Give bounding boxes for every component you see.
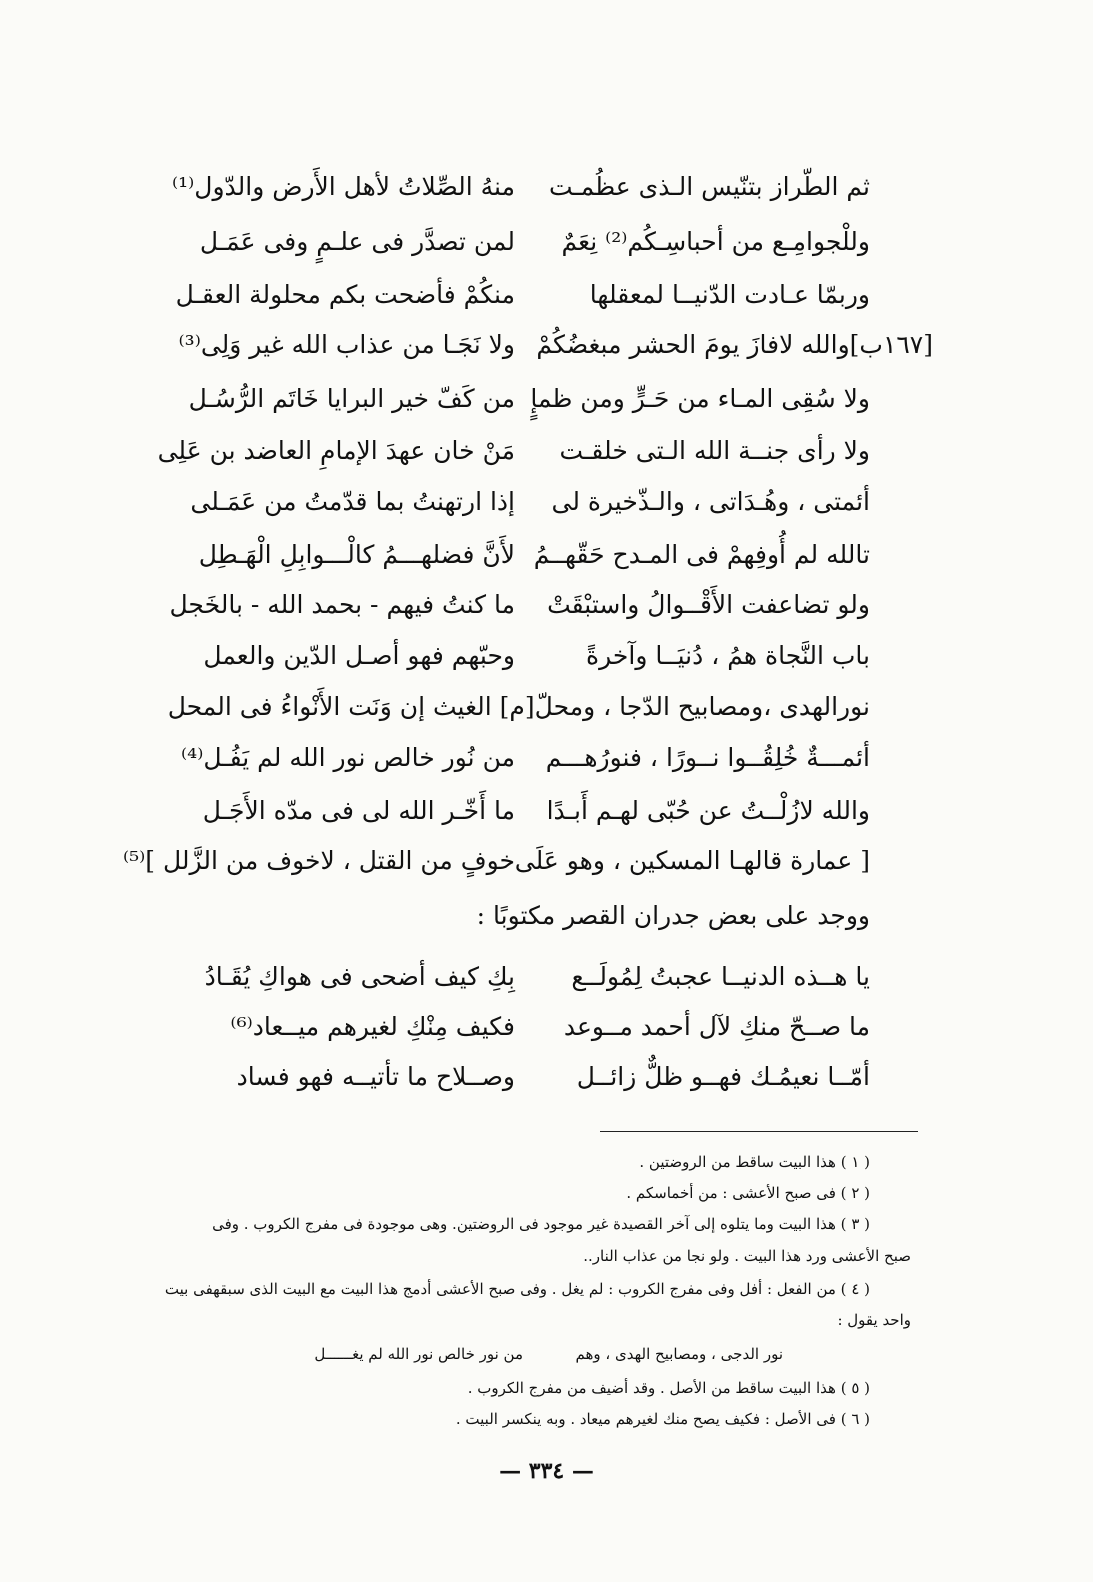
footnote: ( ٣ ) هذا البيت وما يتلوه إلى آخر القصيدة غير موجود فى الروضتين. وهى موجودة فى مفرج الكروب . وفى <box>212 1215 870 1233</box>
verse-second-hemistich: منكُمْ فأضحت بكم محلولة العقـل <box>175 280 515 309</box>
footnote-verse-second-hemistich: من نور خالص نور الله لم يغــــــل <box>314 1345 523 1363</box>
footnote-verse-first-hemistich: نور الدجى ، ومصابيح الهدى ، وهم <box>575 1345 783 1363</box>
footnote: ( ٥ ) هذا البيت ساقط من الأصل . وقد أضيف من مفرج الكروب . <box>467 1379 870 1397</box>
verse-second-hemistich: خوفٍ من القتل ، لاخوف من الزَّلل ]⁽⁵⁾ <box>122 846 515 875</box>
verse-first-hemistich: باب النَّجاة همُ ، دُنيَــا وآخرةً <box>586 641 870 670</box>
verse-second-hemistich: من نُور خالص نور الله لم يَفُـل⁽⁴⁾ <box>181 743 515 772</box>
footnote: ( ٢ ) فى صبح الأعشى : من أخماسكم . <box>626 1184 870 1202</box>
verse-first-hemistich: أئمتى ، وهُـدَاتى ، والـذّخيرة لى <box>551 487 870 516</box>
verse-first-hemistich: وربمّا عـادت الدّنيــا لمعقلها <box>589 280 870 309</box>
verse-second-hemistich: ما كنتُ فيهم - بحمد الله - بالخَجل <box>169 590 515 619</box>
footnote: ( ٦ ) فى الأصل : فكيف يصح منك لغيرهم ميعاد . وبه ينكسر البيت . <box>455 1410 870 1428</box>
footnote-continuation: واحد يقول : <box>837 1311 911 1329</box>
verse-first-hemistich: ولا سُقِى المـاء من حَـرٍّ ومن ظمإٍ <box>530 384 870 413</box>
verse-second-hemistich: منهُ الصِّلاتُ لأهل الأَرض والدّول⁽¹⁾ <box>171 172 515 201</box>
footnote-divider <box>600 1131 918 1132</box>
verse-first-hemistich: يا هــذه الدنيــا عجبتُ لِمُولَــع <box>571 962 870 991</box>
verse-second-hemistich: وصــلاح ما تأتيــه فهو فساد <box>236 1062 515 1091</box>
verse-second-hemistich: مَنْ خان عهدَ الإمامِ العاضد بن عَلِى <box>157 436 515 465</box>
verse-full-line: نورالهدى ،ومصابيح الدّجا ، ومحلّ[م] الغيث إن وَنَت الأَنْواءُ فى المحل <box>167 692 870 721</box>
verse-second-hemistich: إذا ارتهنتُ بما قدّمتُ من عَمَـلى <box>190 487 515 516</box>
verse-first-hemistich: والله لازُلْــتُ عن حُبّى لهـم أَبـدًا <box>546 796 870 825</box>
footnote-continuation: صبح الأعشى ورد هذا البيت . ولو نجا من عذاب النار.. <box>583 1247 911 1265</box>
verse-second-hemistich: ولا نَجَـا من عذاب الله غير وَلِى⁽³⁾ <box>178 330 515 359</box>
verse-first-hemistich: ما صــحّ منكِ لآل أحمد مــوعد <box>563 1012 870 1041</box>
footnote: ( ١ ) هذا البيت ساقط من الروضتين . <box>639 1153 870 1171</box>
verse-first-hemistich: أئمـــةٌ خُلِقُــوا نــورًا ، فنورُهـــم <box>545 743 870 772</box>
verse-second-hemistich: بِكِ كيف أضحى فى هواكِ يُقَـادُ <box>204 962 515 991</box>
verse-first-hemistich: [ عمارة قالهـا المسكين ، وهو عَلَى <box>514 846 870 875</box>
prose-line: ووجد على بعض جدران القصر مكتوبًا : <box>476 901 870 930</box>
verse-first-hemistich: [١٦٧ب]والله لافازَ يومَ الحشر مبغضُكُمْ <box>536 330 933 359</box>
footnote: ( ٤ ) من الفعل : أفل وفى مفرج الكروب : لم يغل . وفى صبح الأعشى أدمج هذا البيت مع البيت الذى سبقهفى بيت <box>164 1280 870 1298</box>
verse-first-hemistich: ولا رأى جنــة الله الـتى خلقـت <box>559 436 870 465</box>
verse-second-hemistich: لأَنَّ فضلهـــمُ كالْـــوابِلِ الْهَـطِل <box>198 540 515 569</box>
verse-second-hemistich: ما أَخّـر الله لى فى مدّه الأَجَـل <box>202 796 515 825</box>
page-number: — ٣٣٤ — <box>499 1458 594 1484</box>
verse-second-hemistich: فكيف مِنْكِ لغيرهم ميــعاد⁽⁶⁾ <box>230 1012 515 1041</box>
verse-first-hemistich: وللْجوامِـع من أحباسِـكُم⁽²⁾ نِعَمٌ <box>561 227 870 256</box>
verse-second-hemistich: من كَفّ خير البرايا خَاتَم الرُّسُـل <box>188 384 515 413</box>
verse-second-hemistich: لمن تصدَّر فى علـمٍ وفى عَمَـل <box>199 227 515 256</box>
verse-first-hemistich: ثم الطّراز بتنّيس الـذى عظُمـت <box>548 172 870 201</box>
verse-first-hemistich: أمّــا نعيمُـك فهــو ظلٌّ زائــل <box>576 1062 870 1091</box>
verse-second-hemistich: وحبّهم فهو أصـل الدّين والعمل <box>203 641 515 670</box>
verse-first-hemistich: ولو تضاعفت الأَقْــوالُ واستبْقَتْ <box>547 590 870 619</box>
verse-first-hemistich: تالله لم أُوفِهمْ فى المـدح حَقّهــمُ <box>533 540 870 569</box>
